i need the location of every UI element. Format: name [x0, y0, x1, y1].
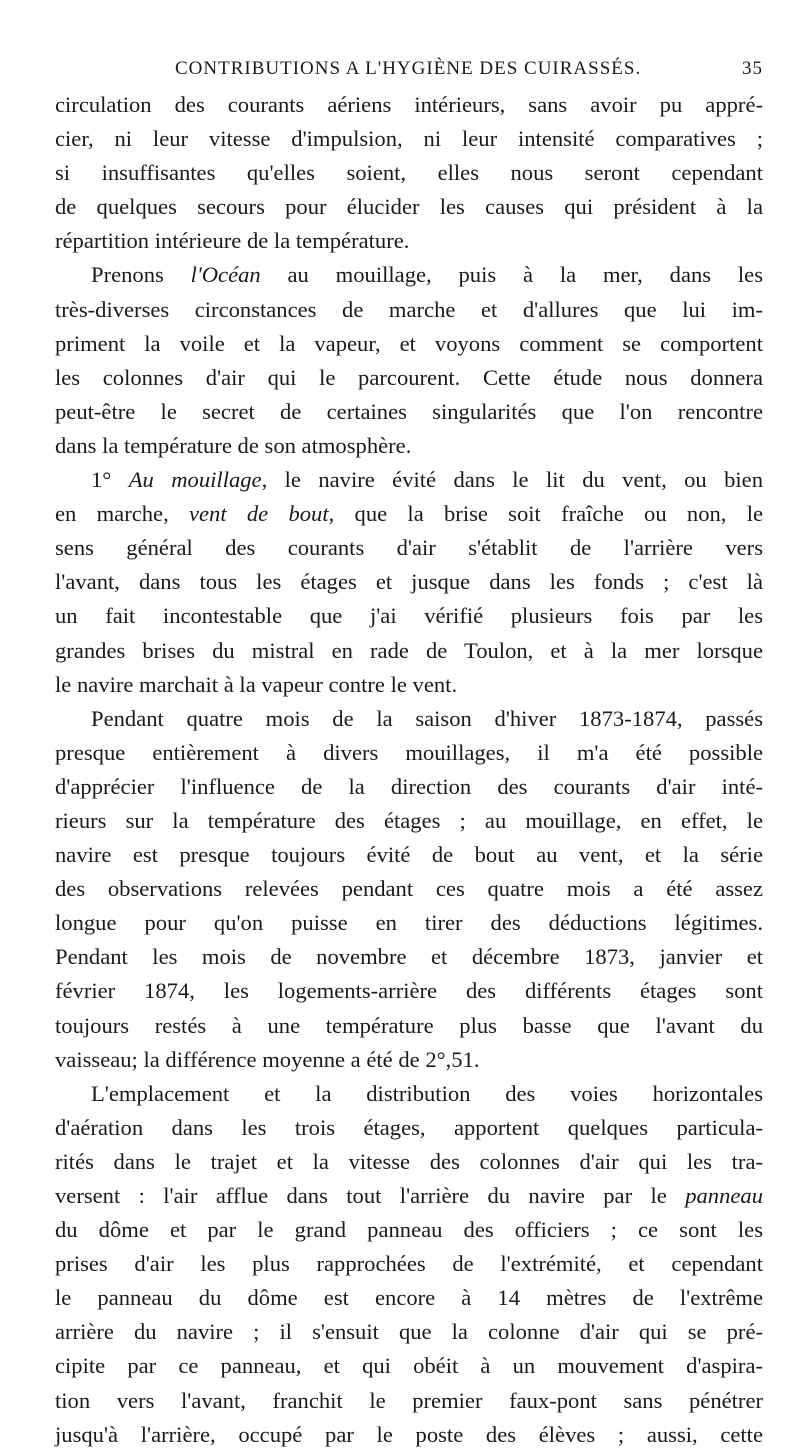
- text-line: tion vers l'avant, franchit le premier faux-pont sans pénétrer: [55, 1387, 763, 1413]
- text-line: Pendant les mois de novembre et décembre 1873, janvier et: [55, 944, 763, 970]
- text-line: d'apprécier l'influence de la direction des courants d'air inté-: [55, 773, 763, 799]
- section-heading: Au mouillage: [128, 467, 262, 493]
- text-line: [55, 258, 763, 292]
- page-body: [55, 88, 763, 1452]
- text-line: du dôme et par le grand panneau des officiers ; ce sont les: [55, 1217, 763, 1243]
- text-line: un fait incontestable que j'ai vérifié plusieurs fois par les: [55, 603, 763, 629]
- text-line: cipite par ce panneau, et qui obéit à un mouvement d'aspira-: [55, 1353, 763, 1379]
- paragraph-4: [55, 702, 763, 1077]
- text-line: [55, 1179, 763, 1213]
- text-line: les colonnes d'air qui le parcourent. Cette étude nous donnera: [55, 364, 763, 390]
- paragraph-1: [55, 88, 763, 258]
- text-line: L'emplacement et la distribution des voies horizontales: [91, 1080, 763, 1106]
- italic-term: vent de bout: [188, 501, 329, 527]
- text-line: le panneau du dôme est encore à 14 mètres de l'extrême: [55, 1285, 763, 1311]
- text-line: circulation des courants aériens intérieurs, sans avoir pu appré-: [55, 92, 763, 117]
- text-line: répartition intérieure de la température.: [55, 228, 410, 254]
- text-line: grandes brises du mistral en rade de Toulon, et à la mer lorsque: [55, 637, 763, 663]
- text-line: toujours restés à une température plus basse que l'avant du: [55, 1012, 763, 1038]
- text-line: arrière du navire ; il s'ensuit que la colonne d'air qui se pré-: [55, 1319, 763, 1345]
- text-line: jusqu'à l'arrière, occupé par le poste des élèves ; aussi, cette: [55, 1421, 763, 1447]
- header-title: CONTRIBUTIONS A L'HYGIÈNE DES CUIRASSÉS.: [175, 58, 642, 79]
- paragraph-5: [55, 1077, 763, 1452]
- text-line: dans la température de son atmosphère.: [55, 432, 412, 458]
- text-line: d'aération dans les trois étages, apportent quelques particula-: [55, 1114, 763, 1140]
- text-line: si insuffisantes qu'elles soient, elles nous seront cependant: [55, 160, 763, 186]
- text-line: rieurs sur la température des étages ; au mouillage, en effet, le: [55, 807, 763, 833]
- text-line: l'avant, dans tous les étages et jusque dans les fonds ; c'est là: [55, 569, 763, 595]
- text-line: longue pour qu'on puisse en tirer des déductions légitimes.: [55, 910, 763, 936]
- running-header: [55, 58, 763, 88]
- text-line: [55, 463, 763, 497]
- text-line: [55, 497, 763, 531]
- page-number: 35: [742, 58, 763, 79]
- text-line: peut-être le secret de certaines singularités que l'on rencontre: [55, 398, 763, 424]
- paragraph-3: [55, 463, 763, 702]
- text-line: prises d'air les plus rapprochées de l'extrémité, et cependant: [55, 1251, 763, 1277]
- text-line: de quelques secours pour élucider les causes qui président à la: [55, 194, 763, 220]
- text-run: , le navire évité dans le lit du vent, ou bien: [261, 467, 763, 493]
- paragraph-2: [55, 258, 763, 463]
- text-line: presque entièrement à divers mouillages, il m'a été possible: [55, 739, 763, 765]
- ship-name: l'Océan: [190, 262, 261, 288]
- text-line: rités dans le trajet et la vitesse des colonnes d'air qui les tra-: [55, 1148, 763, 1174]
- text-line: vaisseau; la différence moyenne a été de 2°,51.: [55, 1046, 480, 1072]
- text-line: très-diverses circonstances de marche et d'allures que lui im-: [55, 296, 763, 322]
- text-run: Prenons: [91, 262, 191, 288]
- text-line: Pendant quatre mois de la saison d'hiver 1873-1874, passés: [91, 705, 763, 731]
- text-run: en marche,: [55, 501, 189, 527]
- text-run: versent : l'air afflue dans tout l'arrière du navire par le: [55, 1183, 686, 1208]
- text-line: février 1874, les logements-arrière des différents étages sont: [55, 978, 763, 1004]
- section-number: 1°: [91, 467, 129, 493]
- text-line: des observations relevées pendant ces quatre mois a été assez: [55, 876, 763, 902]
- text-line: le navire marchait à la vapeur contre le vent.: [55, 671, 458, 697]
- text-line: sens général des courants d'air s'établit de l'arrière vers: [55, 535, 763, 561]
- text-line: cier, ni leur vitesse d'impulsion, ni leur intensité comparatives ;: [55, 126, 763, 152]
- text-run: au mouillage, puis à la mer, dans les: [260, 262, 763, 288]
- book-page: [55, 58, 763, 1452]
- text-run: , que la brise soit fraîche ou non, le: [328, 501, 764, 527]
- text-line: navire est presque toujours évité de bout au vent, et la série: [55, 842, 763, 868]
- italic-term: panneau: [685, 1183, 763, 1208]
- text-line: priment la voile et la vapeur, et voyons comment se comportent: [55, 330, 763, 356]
